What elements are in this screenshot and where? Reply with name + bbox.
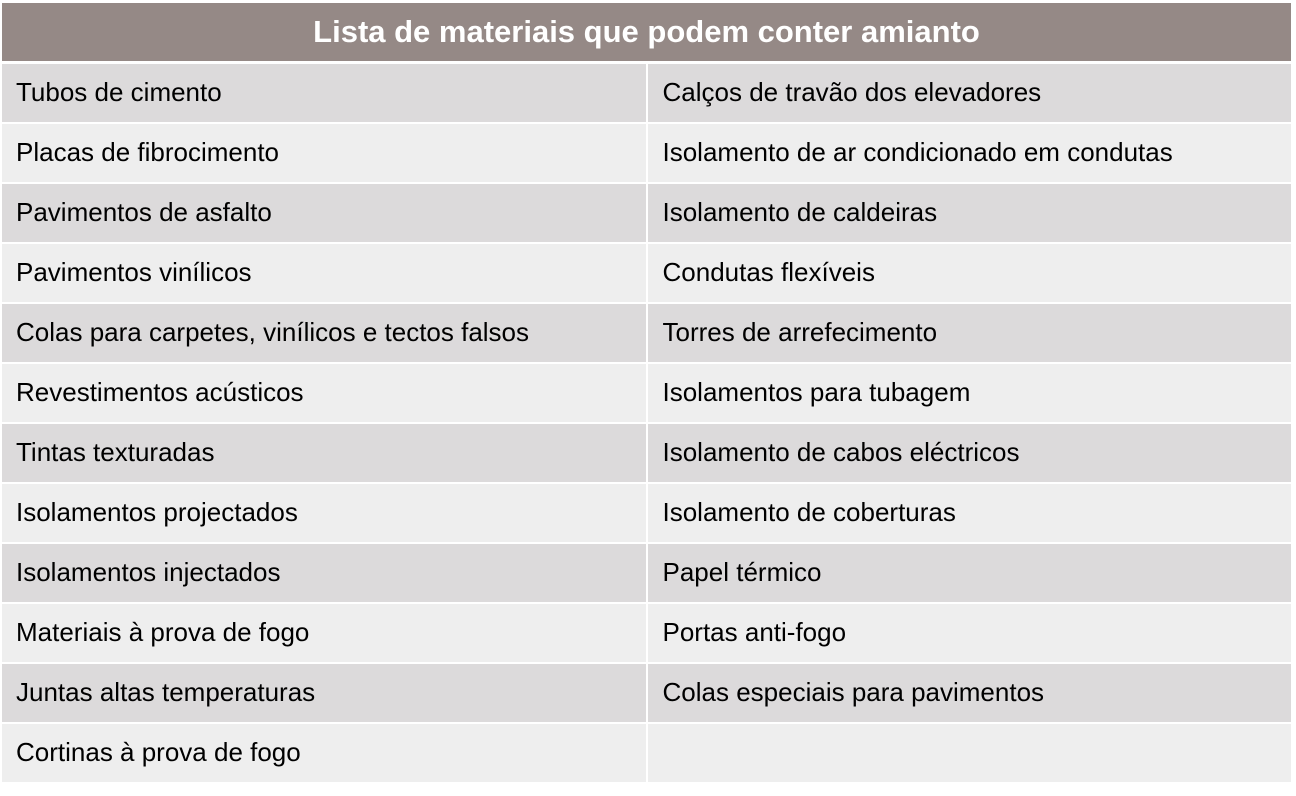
table-row	[2, 63, 1291, 124]
table-cell-left: Placas de fibrocimento	[2, 123, 647, 183]
table-cell-right: Papel térmico	[647, 543, 1292, 603]
table-cell-left: Colas para carpetes, vinílicos e tectos falsos	[2, 303, 647, 363]
table-header-row	[2, 3, 1291, 63]
table-title: Lista de materiais que podem conter amianto	[2, 3, 1291, 63]
table-cell-right: Portas anti-fogo	[647, 603, 1292, 663]
table-row	[2, 243, 1291, 303]
table-cell-left: Isolamentos injectados	[2, 543, 647, 603]
table-row	[2, 723, 1291, 783]
table-row	[2, 663, 1291, 723]
materials-table-container	[2, 3, 1291, 783]
materials-table	[2, 3, 1291, 783]
table-cell-right: Condutas flexíveis	[647, 243, 1292, 303]
table-row	[2, 603, 1291, 663]
table-cell-left: Cortinas à prova de fogo	[2, 723, 647, 783]
table-cell-left: Tintas texturadas	[2, 423, 647, 483]
table-cell-left: Revestimentos acústicos	[2, 363, 647, 423]
table-row	[2, 303, 1291, 363]
table-cell-left: Pavimentos de asfalto	[2, 183, 647, 243]
table-cell-left: Isolamentos projectados	[2, 483, 647, 543]
table-cell-left: Pavimentos vinílicos	[2, 243, 647, 303]
table-cell-right: Isolamento de coberturas	[647, 483, 1292, 543]
table-cell-left: Tubos de cimento	[2, 63, 647, 124]
table-cell-right: Isolamento de ar condicionado em condutas	[647, 123, 1292, 183]
table-cell-left: Materiais à prova de fogo	[2, 603, 647, 663]
table-cell-right: Torres de arrefecimento	[647, 303, 1292, 363]
table-row	[2, 183, 1291, 243]
table-row	[2, 123, 1291, 183]
table-cell-left: Juntas altas temperaturas	[2, 663, 647, 723]
table-cell-right: Calços de travão dos elevadores	[647, 63, 1292, 124]
table-cell-right: Isolamento de caldeiras	[647, 183, 1292, 243]
table-row	[2, 483, 1291, 543]
table-row	[2, 363, 1291, 423]
table-cell-right	[647, 723, 1292, 783]
table-row	[2, 543, 1291, 603]
table-cell-right: Colas especiais para pavimentos	[647, 663, 1292, 723]
table-cell-right: Isolamento de cabos eléctricos	[647, 423, 1292, 483]
table-row	[2, 423, 1291, 483]
table-cell-right: Isolamentos para tubagem	[647, 363, 1292, 423]
